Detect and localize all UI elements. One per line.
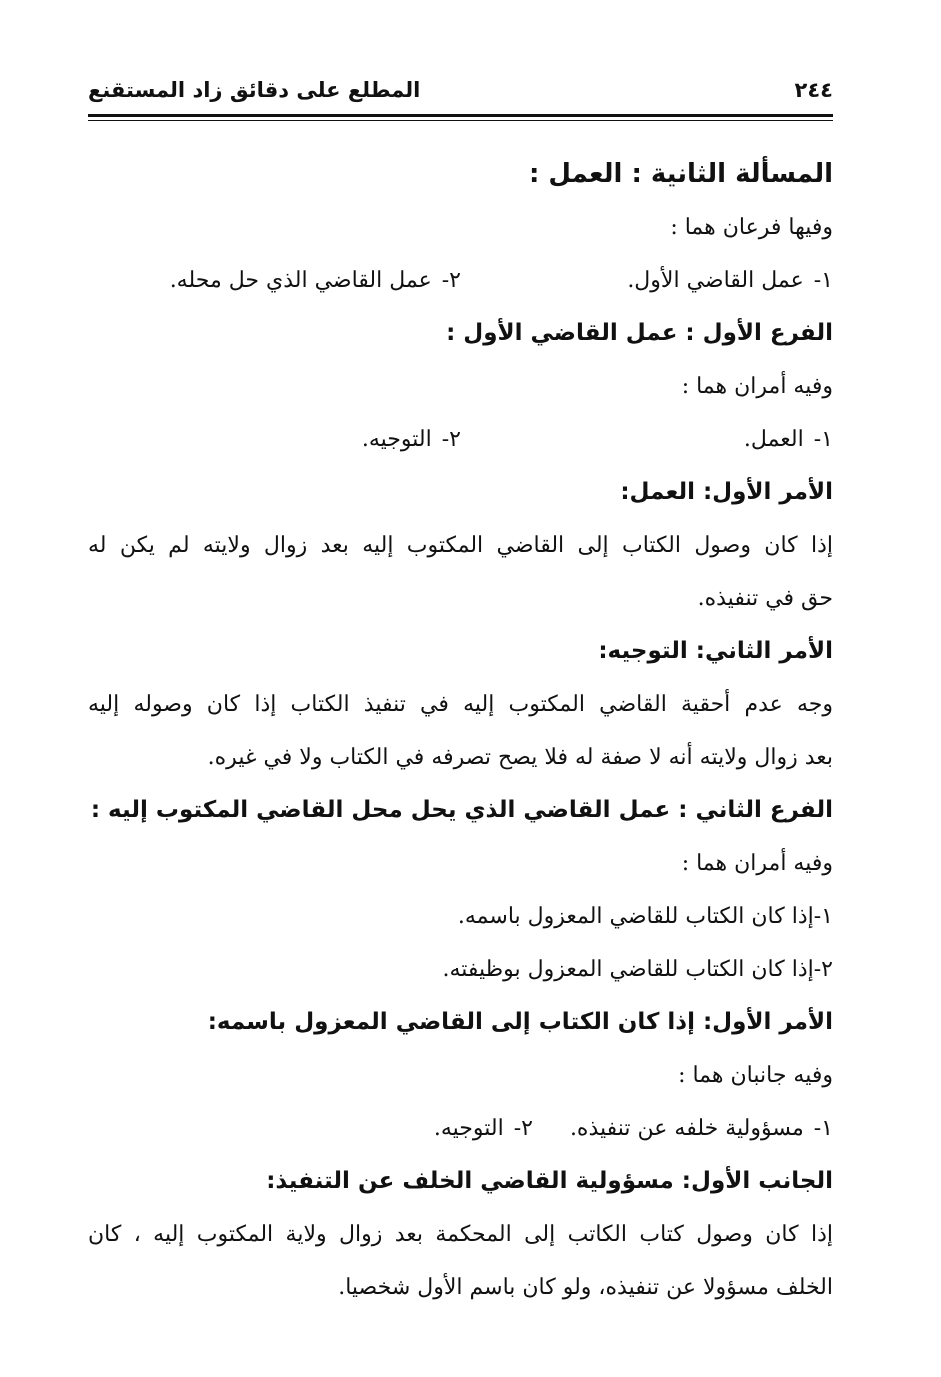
paragraph-line: الخلف مسؤولا عن تنفيذه، ولو كان باسم الأول شخصيا. — [338, 1275, 833, 1300]
subsection-heading: الفرع الأول : عمل القاضي الأول : — [446, 320, 833, 346]
intro-text: وفيه أمران هما : — [681, 374, 833, 399]
intro-text: وفيها فرعان هما : — [670, 215, 833, 240]
paragraph-line: وجه عدم أحقية القاضي المكتوب إليه في تنفيذ الكتاب إذا كان وصوله إليه — [88, 692, 833, 717]
list-text: عمل القاضي الأول. — [627, 268, 804, 293]
side-heading: الجانب الأول: مسؤولية القاضي الخلف عن التنفيذ: — [266, 1168, 833, 1194]
list-item — [88, 890, 833, 943]
page-body — [88, 148, 833, 1314]
running-title: المطلع على دقائق زاد المستقنع — [88, 78, 421, 102]
numbered-list-row — [88, 254, 833, 307]
page-number: ٢٤٤ — [794, 78, 833, 102]
list-text: التوجيه. — [433, 1116, 504, 1141]
list-number: ١- — [813, 1116, 833, 1141]
list-item — [170, 254, 461, 307]
list-number: ٢- — [441, 268, 461, 293]
list-text: مسؤولية خلفه عن تنفيذه. — [569, 1116, 804, 1141]
intro-text: وفيه أمران هما : — [681, 851, 833, 876]
paragraph-line: إذا كان وصول كتاب الكاتب إلى المحكمة بعد زوال ولاية المكتوب إليه ، كان — [88, 1222, 833, 1247]
list-item — [744, 413, 833, 466]
list-item — [570, 1102, 833, 1155]
section-heading: المسألة الثانية : العمل : — [528, 159, 833, 189]
matter-heading: الأمر الثاني: التوجيه: — [598, 638, 833, 664]
header-rule-thick — [88, 114, 833, 117]
paragraph-line: بعد زوال ولايته أنه لا صفة له فلا يصح تصرفه في الكتاب ولا في غيره. — [207, 745, 833, 770]
list-text: العمل. — [743, 427, 804, 452]
list-item — [434, 1102, 533, 1155]
list-item — [88, 943, 833, 996]
list-number: ١- — [813, 427, 833, 452]
list-text: التوجيه. — [361, 427, 432, 452]
header-rule-thin — [88, 120, 833, 121]
list-number: ٢- — [441, 427, 461, 452]
list-text: إذا كان الكتاب للقاضي المعزول بوظيفته. — [442, 957, 814, 982]
paragraph-line: حق في تنفيذه. — [697, 586, 833, 611]
numbered-list-row — [88, 1102, 833, 1155]
list-number: ٢- — [513, 1116, 533, 1141]
list-text: إذا كان الكتاب للقاضي المعزول باسمه. — [457, 904, 814, 929]
numbered-list-row — [88, 413, 833, 466]
matter-heading: الأمر الأول: إذا كان الكتاب إلى القاضي المعزول باسمه: — [207, 1009, 833, 1035]
matter-heading: الأمر الأول: العمل: — [620, 479, 833, 505]
intro-text: وفيه جانبان هما : — [678, 1063, 833, 1088]
list-number: ٢- — [813, 957, 833, 982]
subsection-heading: الفرع الثاني : عمل القاضي الذي يحل محل القاضي المكتوب إليه : — [90, 797, 833, 823]
list-number: ١- — [813, 268, 833, 293]
list-item — [362, 413, 461, 466]
list-item — [627, 254, 833, 307]
page-header — [88, 78, 833, 108]
paragraph-line: إذا كان وصول الكتاب إلى القاضي المكتوب إليه بعد زوال ولايته لم يكن له — [88, 533, 833, 558]
list-text: عمل القاضي الذي حل محله. — [169, 268, 432, 293]
list-number: ١- — [813, 904, 833, 929]
